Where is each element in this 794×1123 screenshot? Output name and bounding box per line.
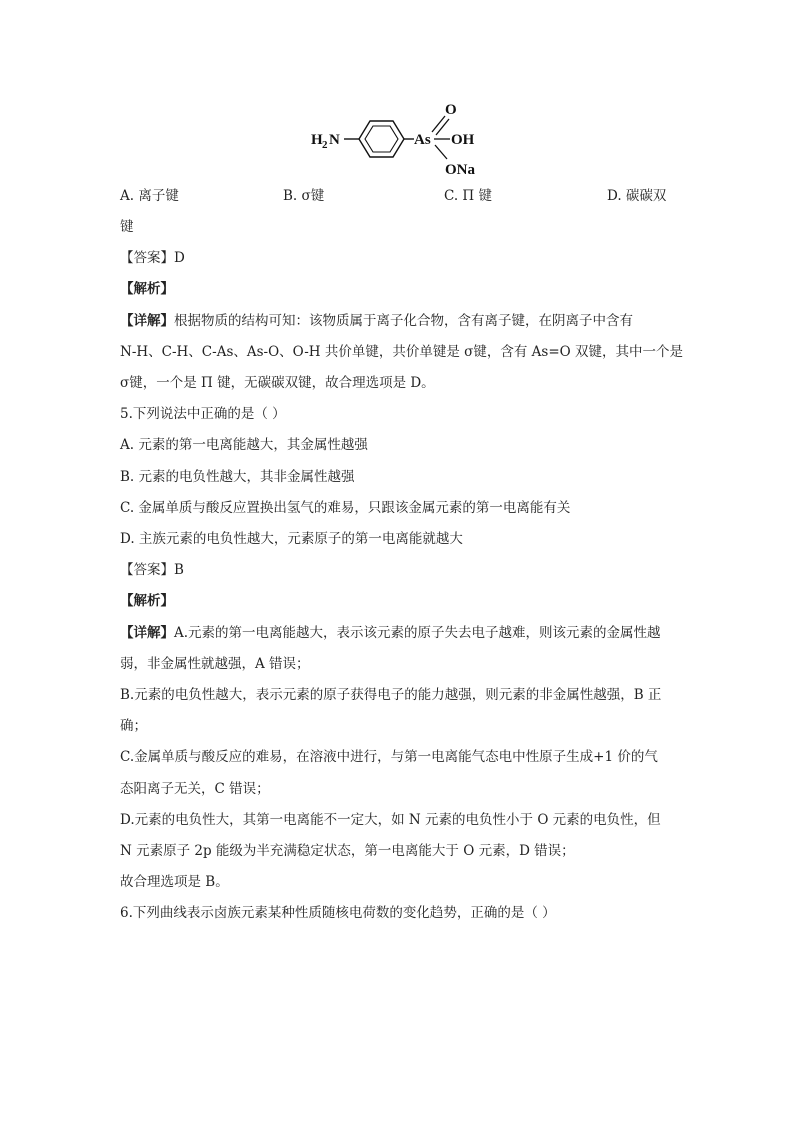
q5-analysis-heading: 【解析】 — [120, 593, 174, 609]
q4-detail-line-3: σ键，一个是 Π 键，无碳碳双键，故合理选项是 D。 — [120, 375, 435, 391]
q4-option-d: D. 碳碳双 — [607, 188, 667, 204]
q5-answer: 【答案】B — [120, 562, 184, 578]
q4-option-a: A. 离子键 — [120, 188, 179, 204]
q5-detail-line-5: C.金属单质与酸反应的难易，在溶液中进行，与第一电离能气态电中性原子生成+1 价的气 — [120, 749, 658, 765]
arsenic-label: As — [414, 132, 431, 148]
q5-option-b: B. 元素的电负性越大，其非金属性越强 — [120, 469, 355, 485]
q5-detail-line-4: 确； — [120, 718, 147, 734]
q4-analysis-heading: 【解析】 — [120, 281, 174, 297]
hydroxyl-label: OH — [451, 132, 475, 148]
q5-detail-line-9: 故合理选项是 B。 — [120, 874, 229, 890]
q5-detail-line-8: N 元素原子 2p 能级为半充满稳定状态，第一电离能大于 O 元素，D 错误； — [120, 843, 575, 859]
oxygen-label: O — [445, 102, 457, 118]
amino-h-label: H — [311, 132, 323, 148]
as-o-double-bond-1 — [432, 116, 445, 132]
q5-option-a: A. 元素的第一电离能越大，其金属性越强 — [120, 437, 368, 453]
q5-detail-line-3: B.元素的电负性越大，表示元素的原子获得电子的能力越强，则元素的非金属性越强，B 正 — [120, 687, 662, 703]
q4-answer: 【答案】D — [120, 250, 185, 266]
q5-detail-line-7: D.元素的电负性大，其第一电离能不一定大，如 N 元素的电负性小于 O 元素的电负性，但 — [120, 812, 661, 828]
q6-stem: 6.下列曲线表示卤族元素某种性质随核电荷数的变化趋势，正确的是（ ） — [120, 905, 556, 921]
amino-n-label: N — [329, 132, 340, 148]
q5-option-d: D. 主族元素的电负性越大，元素原子的第一电离能就越大 — [120, 531, 463, 547]
q5-option-c: C. 金属单质与酸反应置换出氢气的难易，只跟该金属元素的第一电离能有关 — [120, 500, 571, 516]
q4-detail-text-1: 根据物质的结构可知：该物质属于离子化合物，含有离子键，在阴离子中含有 — [174, 313, 633, 329]
q4-option-b: B. σ键 — [283, 188, 325, 204]
q5-detail-line-6: 态阳离子无关，C 错误； — [120, 781, 270, 797]
q4-detail-tag: 【详解】 — [120, 313, 174, 329]
q4-detail-line-1 — [120, 312, 633, 330]
q5-detail-text-1: A.元素的第一电离能越大，表示该元素的原子失去电子越难，则该元素的金属性越 — [174, 625, 661, 641]
q5-detail-line-2: 弱，非金属性就越强，A 错误； — [120, 656, 310, 672]
q4-detail-line-2: N-H、C-H、C-As、As-O、O-H 共价单键，共价单键是 σ键，含有 As=O 双键，其中一个是 — [120, 344, 684, 360]
q5-detail-line-1 — [120, 624, 661, 642]
as-o-double-bond-2 — [436, 119, 449, 135]
ona-label: ONa — [445, 162, 475, 178]
benzene-inner-ring — [365, 126, 398, 152]
q4-option-c: C. Π 键 — [444, 188, 492, 204]
q4-option-d-continued: 键 — [120, 219, 134, 235]
sodium-arsanilate-structure — [305, 92, 505, 182]
q5-detail-tag: 【详解】 — [120, 625, 174, 641]
as-ona-bond — [435, 145, 447, 159]
q5-stem: 5.下列说法中正确的是（ ） — [120, 406, 286, 422]
amino-subscript: 2 — [322, 139, 328, 151]
